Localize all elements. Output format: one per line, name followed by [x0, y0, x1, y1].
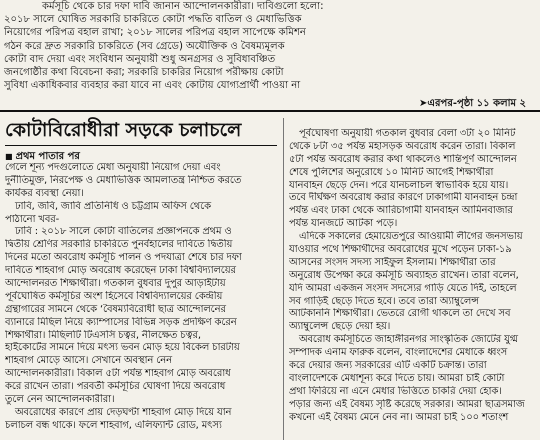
right-column [289, 128, 535, 424]
body-line: বাংলাদেশকে মেধাশূন্য করে দিতে চায়। আমরা চাই কোটা [289, 372, 505, 384]
body-line: যাওয়ার পথে শিক্ষার্থীদের অবরোধের মুখে পড়েন ঢাকা-১৯ [289, 244, 512, 256]
body-line: ৫টা পর্যন্ত অবরোধ করার কথা থাকলেও শান্তিপূর্ণ আন্দোলন [289, 153, 517, 165]
top-story-line: গঠন করে দ্রুত সরকারি চাকরিতে (সব গ্রেডে) অযৌক্তিক ও বৈষম্যমূলক [4, 40, 285, 52]
continued-on-page: ➤এরপর-পৃষ্ঠা ১১ কলাম ২ [419, 98, 526, 109]
body-line: অ্যাম্বুলেন্স ছেড়ে দেয়া হয়। [289, 321, 391, 333]
body-line: দাবিতে শাহবাগ মোড় অবরোধ করেছেন ঢাকা বিশ্ববিদ্যালয়ের [5, 265, 236, 277]
body-line: হাইকোর্টের সামনে দিয়ে মৎস্য ভবন মোড় হয়ে বিকেল চারটায় [5, 342, 240, 354]
body-line: দুর্নীতিমুক্ত, নিরপেক্ষ ও মেধাভিত্তিক আমলাতন্ত্র নিশ্চিত করতে [5, 174, 242, 186]
body-line: তুলে নেন আন্দোলনকারীরা। [5, 394, 115, 406]
body-line: আন্দোলনকারীরা। বিকাল ৫টা পর্যন্ত শাহবাগ মোড় অবরোধ [5, 368, 231, 380]
body-line: এদিকে সকালের হেমায়েতপুরে আওয়ামী লীগের জনসভায় [299, 231, 523, 243]
body-line: অবরোধ কর্মসূচিতে জাহাঙ্গীরনগর সাংস্কৃতিক জোটের যুগ্ম [299, 334, 518, 346]
headline-underline [5, 145, 277, 146]
body-line: চলাচল বন্ধ থাকে। ফলে শাহবাগ, এলিফ্যান্ট রোড, মৎস্য [5, 419, 222, 431]
top-story-line: ২০১৮ সালে ঘোষিত সরকারি চাকরিতে কোটা পদ্ধতি বাতিল ও মেধাভিত্তিক [4, 14, 302, 26]
square-bullet-icon: ■ [5, 152, 13, 161]
article-headline: কোটাবিরোধীরা সড়কে চলাচলে [5, 119, 242, 141]
body-line: সব গাড়িই ছেড়ে দিতে হবে। তবে তারা অ্যাম্বুলেন্স [289, 295, 479, 307]
section-rule [0, 110, 540, 112]
body-line: সম্পাদক এনাম ফারুক বলেন, বাংলাদেশের মেধাকে ধ্বংস [289, 347, 508, 359]
body-line: আন্দোলনরত শিক্ষার্থীরা। গতকাল বুধবার দুপুর আড়াইটায় [5, 278, 226, 290]
body-line: পর্যন্ত এবং ঢাকা থেকে আরিচাগামী যানবাহন আমিনবাজার [289, 205, 513, 217]
body-line: কার্যকর ব্যবস্থা নেয়া। [5, 187, 84, 199]
body-line: আসনের সংসদ সদস্য সাইফুল ইসলাম। শিক্ষার্থীরা তার [289, 256, 496, 268]
left-column [5, 162, 279, 433]
top-story-line: কোটা বাদ দেয়া এবং সংবিধান অনুযায়ী শুধু অনগ্রসর ও সুবিধাবঞ্চিত [4, 53, 276, 65]
body-line: শেষে পুলিশের অনুরোধে ১০ মিনিট আগেই শিক্ষার্থীরা [289, 166, 494, 178]
top-story-line: জনগোষ্ঠীর কথা বিবেচনা করা; সরকারি চাকরির নিয়োগ পরীক্ষায় কোটা [4, 66, 284, 78]
body-line: গ্রন্থাগারের সামনে থেকে ‘বৈষম্যবিরোধী ছাত্র আন্দোলনের [5, 303, 226, 315]
body-line: গেলে শূন্য পদগুলোতে মেধা অনুযায়ী নিয়োগ দেয়া এবং [5, 162, 221, 173]
body-line: তবে দীর্ঘক্ষণ অবরোধ করার কারণে ঢাকাগামী যানবাহন চন্দ্রা [289, 192, 518, 204]
body-line: যদি আমরা একজন সংসদ সদস্যের গাড়ি যেতে দিই, তাহলে [289, 282, 517, 294]
body-line: পর্যন্ত যানজটে আটকা পড়ে। [289, 218, 398, 230]
body-line: পূর্বঘোষিত কর্মসূচির অংশ হিসেবে বিশ্ববিদ্যালয়ের কেন্দ্রীয় [5, 290, 223, 302]
body-line: ব্যানারে মিছিল নিয়ে ক্যাম্পাসের বিভিন্ন সড়ক প্রদক্ষিণ করেন [5, 316, 237, 328]
body-line: করে রাখেন তারা। পরবর্তী কর্মসূচির ঘোষণা দিয়ে অবরোধ [5, 381, 226, 393]
top-story-line: কর্মসূচি থেকে চার দফা দাবি জানান আন্দোলনকারীরা। দাবিগুলো হলো: [42, 1, 324, 12]
body-line: থেকে ৮টা ৩৫ পর্যন্ত মহাসড়ক অবরোধ করেন তারা। বিকাল [289, 140, 516, 152]
body-line: আটকাননি শিক্ষার্থীরা। ভেতরে রোগী থাকলে তা দেখে সব [289, 308, 511, 320]
subhead-text: প্রথম পাতার পর [15, 151, 80, 162]
body-line: ঢাবি, জবি, জাবি প্রতিনিধি ও চট্টগ্রাম অফিস থেকে [15, 200, 212, 212]
body-line: ঢাবি : ২০১৮ সালে কোটা বাতিলের প্রজ্ঞাপনকে প্রথম ও [15, 226, 232, 238]
body-line: করে দেয়ার জন্য সরকারের এটি একটি চক্রান্ত। তারা [289, 360, 487, 372]
top-story-line: নিয়োগের পরিপত্র বহাল রাখা; ২০১৮ সালের পরিপত্র বহাল সাপেক্ষে কমিশন [4, 27, 306, 39]
body-line: যানবাহন ছেড়ে দেন। পরে যানচলাচল স্বাভাবিক হয়ে যায়। [289, 179, 509, 191]
top-story-line: সুবিধা একাধিকবার ব্যবহার করা যাবে না এবং কোটায় যোগ্যপ্রার্থী পাওয়া না [4, 80, 301, 92]
body-line: পড়ার জন্য এই বৈষম্য সৃষ্টি করেছে সরকার। আমরা ছাত্রসমাজ [289, 398, 525, 410]
top-story [4, 0, 534, 92]
column-divider [283, 118, 284, 440]
body-line: শাহবাগ মোড়ে আসে। সেখানে অবস্থান নেন [5, 355, 172, 367]
body-line: অবরোধের কারণে প্রায় দেড়ঘণ্টা শাহবাগ মোড় দিয়ে যান [15, 406, 232, 418]
body-line: অনুরোধ উপেক্ষা করে কর্মসূচি অব্যাহত রাখেন। তারা বলেন, [289, 269, 519, 281]
body-line: দিনের মতো অবরোধ কর্মসূচি পালন ও পদযাত্রা শেষে চার দফা [5, 252, 242, 264]
body-line: কখনো এই বৈষম্য মেনে নেব না। আমরা চাই ১০০ শতাংশ [289, 411, 509, 423]
body-line: দ্বিতীয় শ্রেণির সরকারি চাকরিতে পুনর্বহালের দাবিতে দ্বিতীয় [5, 239, 233, 251]
body-line: প্রথা ফিরিয়ে না এনে মেধার ভিত্তিতে চাকরি দেয়া হোক। [289, 385, 502, 397]
body-line: পাঠানো খবর- [5, 213, 60, 225]
body-line: পূর্বঘোষণা অনুযায়ী গতকাল বুধবার বেলা ৩টা ২০ মিনিট [299, 128, 516, 139]
body-line: শিক্ষার্থীরা। মিছিলটি টিএসসি চত্বর, নীলক্ষেত চত্বর, [5, 329, 201, 341]
